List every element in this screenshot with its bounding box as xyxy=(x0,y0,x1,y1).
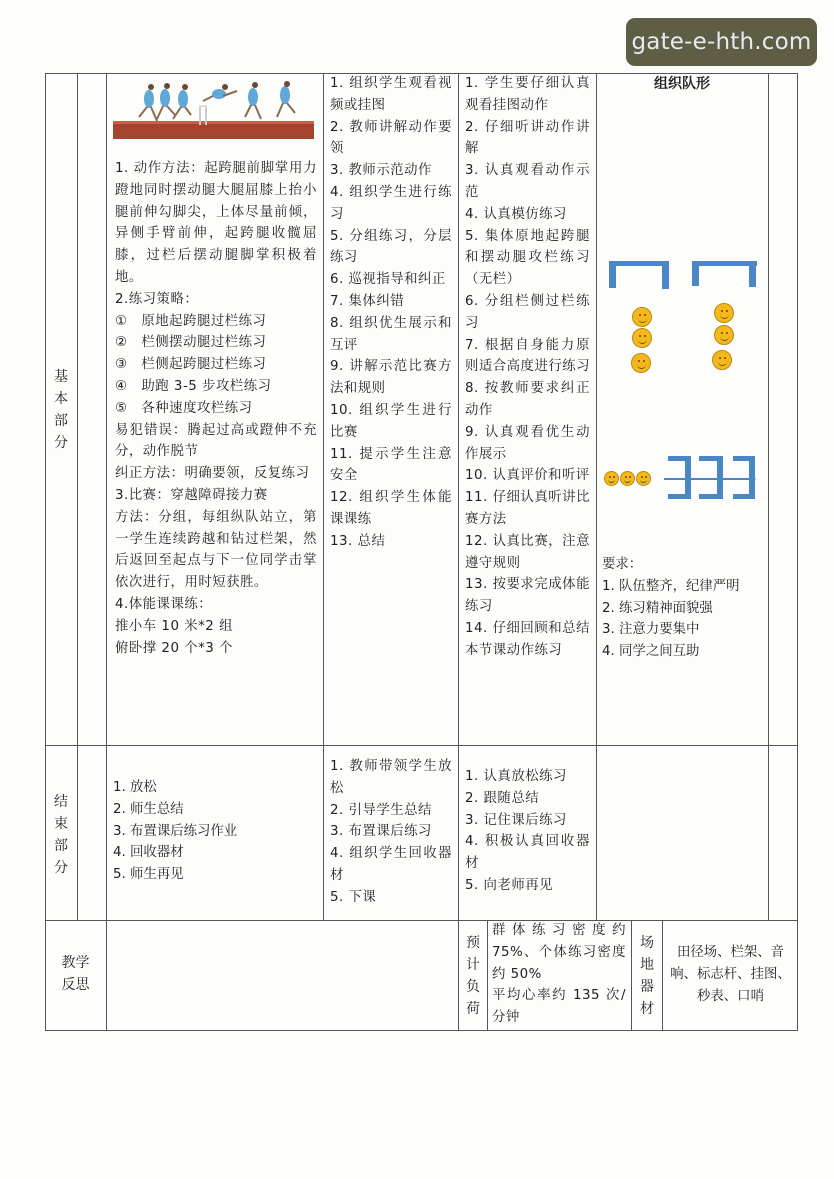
teacher-item: 4. 组织学生回收器材 xyxy=(330,846,452,883)
student-item: 7. 根据自身能力原则适合高度进行练习 xyxy=(465,337,591,375)
hurdle-leg xyxy=(609,261,616,288)
table-border-right xyxy=(797,73,798,1030)
col-divider-6 xyxy=(768,73,769,920)
student-smiley-icon xyxy=(636,471,651,486)
teacher-item: 12. 组织学生体能课课练 xyxy=(330,490,452,527)
hurdle-leg xyxy=(717,456,723,499)
strategy-item: ③ 栏侧起跨腿过栏练习 xyxy=(115,357,267,373)
requirement-item: 1. 队伍整齐，纪律严明 xyxy=(602,578,740,594)
basic-content-text xyxy=(115,158,317,659)
teacher-item: 4. 组织学生进行练习 xyxy=(330,184,452,222)
hurdle-illustration xyxy=(113,79,314,141)
label-char: 分 xyxy=(54,860,68,876)
strategy-item: ② 栏侧摆动腿过栏练习 xyxy=(115,335,267,351)
ending-item: 4. 回收器材 xyxy=(113,845,184,861)
table-border-bottom xyxy=(45,1030,798,1031)
action-method-paragraph: 1. 动作方法：起跨腿前脚掌用力蹬地同时摆动腿大腿屈膝上抬小腿前伸勾脚尖，上体尽量前倾，异侧手臂前伸，起跨腿收髋屈膝，过栏后摆动腿脚掌积极着地。 xyxy=(115,161,317,285)
student-item: 3. 认真观看动作示范 xyxy=(465,163,590,200)
hurdle-leg xyxy=(668,494,690,499)
teacher-item: 10. 组织学生进行比赛 xyxy=(330,402,452,440)
ending-item: 1. 放松 xyxy=(113,780,157,795)
col-divider-load-label xyxy=(487,920,488,1030)
requirement-item: 2. 练习精神面貌强 xyxy=(602,600,713,616)
student-item: 2. 仔细听讲动作讲解 xyxy=(465,119,590,157)
student-smiley-icon xyxy=(620,471,635,486)
fitness-item: 推小车 10 米*2 组 xyxy=(115,618,233,634)
teacher-item: 11. 提示学生注意安全 xyxy=(330,446,452,484)
student-item: 13. 按要求完成体能练习 xyxy=(465,577,590,615)
label-char: 材 xyxy=(640,1001,654,1017)
label-char: 预 xyxy=(466,935,480,951)
col-divider-3 xyxy=(323,73,324,920)
label-char: 部 xyxy=(54,413,68,429)
reflection-content-area xyxy=(107,921,457,1029)
label-char: 束 xyxy=(54,816,68,832)
student-item: 11. 仔细认真听讲比赛方法 xyxy=(465,490,590,527)
student-item: 2. 跟随总结 xyxy=(465,790,540,806)
ending-content xyxy=(113,777,318,886)
teacher-item: 8. 组织优生展示和互评 xyxy=(330,315,452,353)
requirements-heading: 要求： xyxy=(602,557,643,572)
hurdle-leg xyxy=(662,261,669,289)
load-heartrate-text: 平均心率约 135 次/分钟 xyxy=(492,988,626,1026)
competition-heading: 3.比赛：穿越障碍接力赛 xyxy=(115,487,268,503)
formation-title: 组织队形 xyxy=(654,76,710,92)
col-divider-equip-label xyxy=(662,920,663,1030)
hurdle-icon xyxy=(609,261,669,266)
label-char: 结 xyxy=(54,794,68,810)
student-smiley-icon xyxy=(632,307,652,327)
equipment-label xyxy=(637,932,657,1020)
student-item: 9. 认真观看优生动作展示 xyxy=(465,424,590,462)
requirement-item: 3. 注意力要集中 xyxy=(602,622,700,638)
teacher-item: 1. 组织学生观看视频或挂图 xyxy=(330,76,452,113)
student-item: 3. 记住课后练习 xyxy=(465,812,567,828)
watermark-badge: gate-e-hth.com xyxy=(626,18,817,66)
label-line: 反思 xyxy=(61,977,90,993)
section-label-reflection xyxy=(45,952,106,996)
strategy-item: ④ 助跑 3-5 步攻栏练习 xyxy=(115,378,272,394)
student-item: 12. 认真比赛，注意遵守规则 xyxy=(465,533,590,571)
student-smiley-icon xyxy=(604,471,619,486)
hurdle-leg xyxy=(749,261,756,287)
hurdle-leg xyxy=(692,261,699,286)
label-line: 教学 xyxy=(61,955,90,971)
correction-method: 纠正方法：明确要领，反复练习 xyxy=(115,466,310,482)
col-divider-5 xyxy=(596,73,597,920)
student-smiley-icon xyxy=(712,350,732,370)
row-divider-basic-ending xyxy=(45,745,798,746)
student-item: 4. 认真模仿练习 xyxy=(465,206,567,222)
student-item: 1. 认真放松练习 xyxy=(465,769,567,784)
formation-requirements xyxy=(602,554,764,663)
basic-teacher-activities xyxy=(330,73,452,553)
hurdle-leg xyxy=(685,456,691,499)
ending-item: 3. 布置课后练习作业 xyxy=(113,823,238,839)
teacher-item: 5. 分组练习，分层练习 xyxy=(330,228,452,266)
hurdle-leg xyxy=(733,494,755,499)
student-item: 4. 积极认真回收器材 xyxy=(465,834,590,872)
fitness-heading: 4.体能课课练： xyxy=(115,596,213,612)
student-item: 5. 向老师再见 xyxy=(465,877,553,893)
strategy-item: ① 原地起跨腿过栏练习 xyxy=(115,313,267,329)
student-item: 1. 学生要仔细认真观看挂图动作 xyxy=(465,76,590,113)
label-char: 部 xyxy=(54,838,68,854)
relay-path-arrow-icon xyxy=(664,478,752,480)
competition-method: 方法：分组，每组纵队站立，第一学生连续跨越和钻过栏架，然后返回至起点与下一位同学击掌依次进行，用时短获胜。 xyxy=(115,509,317,591)
student-item: 5. 集体原地起跨腿和摆动腿攻栏练习（无栏） xyxy=(465,228,590,288)
label-char: 荷 xyxy=(466,1001,480,1017)
hurdle-icon xyxy=(692,261,757,266)
teacher-item: 2. 引导学生总结 xyxy=(330,802,432,818)
col-divider-2 xyxy=(106,73,107,1030)
col-divider-1 xyxy=(77,73,78,920)
teacher-item: 9. 讲解示范比赛方法和规则 xyxy=(330,359,452,397)
label-char: 场 xyxy=(640,935,654,951)
student-smiley-icon xyxy=(714,303,734,323)
teacher-item: 13. 总结 xyxy=(330,533,386,549)
teacher-item: 1. 教师带领学生放松 xyxy=(330,759,452,796)
label-char: 负 xyxy=(466,979,480,995)
teacher-item: 3. 教师示范动作 xyxy=(330,163,432,179)
equipment-text: 田径场、栏架、音响、标志杆、挂图、秒表、口哨 xyxy=(670,945,791,1004)
table-border-left xyxy=(45,73,46,1030)
strategy-item: ⑤ 各种速度攻栏练习 xyxy=(115,400,253,416)
ending-teacher-activities xyxy=(330,756,452,909)
teacher-item: 7. 集体纠错 xyxy=(330,293,405,309)
col-divider-4 xyxy=(458,73,459,1030)
section-label-ending xyxy=(51,791,71,879)
load-density-text: 群体练习密度约75%、个体练习密度约 50% xyxy=(492,923,626,982)
teacher-item: 2. 教师讲解动作要领 xyxy=(330,119,452,157)
teacher-item: 5. 下课 xyxy=(330,889,377,905)
hurdle-leg xyxy=(749,456,755,499)
student-smiley-icon xyxy=(714,325,734,345)
requirement-item: 4. 同学之间互助 xyxy=(602,644,700,660)
ending-item: 5. 师生再见 xyxy=(113,867,184,883)
expected-load-text xyxy=(492,920,626,1029)
teacher-item: 3. 布置课后练习 xyxy=(330,824,432,840)
common-errors: 易犯错误：腾起过高或蹬伸不充分，动作脱节 xyxy=(115,422,317,460)
student-smiley-icon xyxy=(632,328,652,348)
ending-item: 2. 师生总结 xyxy=(113,801,184,817)
student-item: 8. 按教师要求纠正动作 xyxy=(465,381,590,418)
col-divider-load-text xyxy=(631,920,632,1030)
student-item: 10. 认真评价和听评 xyxy=(465,468,590,484)
student-item: 14. 仔细回顾和总结本节课动作练习 xyxy=(465,620,590,658)
strategy-heading: 2.练习策略： xyxy=(115,291,199,307)
label-char: 分 xyxy=(54,435,68,451)
basic-student-activities xyxy=(465,73,590,662)
hurdle-leg xyxy=(699,494,723,499)
label-char: 器 xyxy=(640,979,654,995)
label-char: 基 xyxy=(54,369,68,385)
student-item: 6. 分组栏侧过栏练习 xyxy=(465,293,590,331)
fitness-item: 俯卧撑 20 个*3 个 xyxy=(115,640,233,656)
student-smiley-icon xyxy=(631,353,651,373)
teacher-item: 6. 巡视指导和纠正 xyxy=(330,272,446,288)
label-char: 计 xyxy=(466,957,480,973)
label-char: 本 xyxy=(54,391,68,407)
ending-student-activities xyxy=(465,766,590,897)
section-label-basic xyxy=(51,366,71,454)
expected-load-label xyxy=(463,932,483,1020)
label-char: 地 xyxy=(640,957,654,973)
